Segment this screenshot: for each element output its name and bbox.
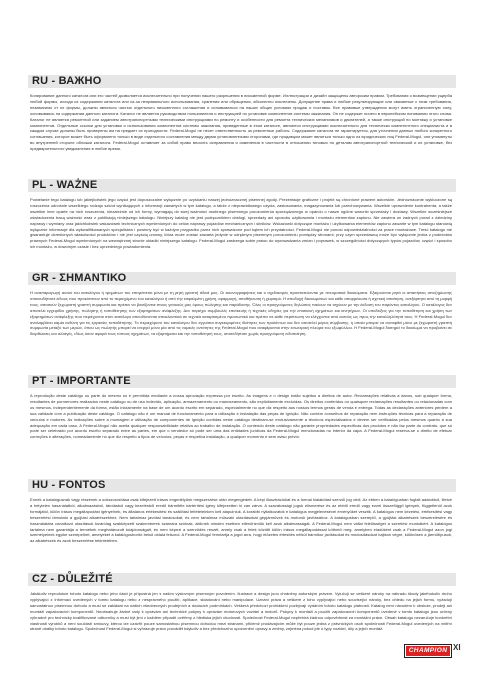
section-header-pt	[28, 375, 456, 388]
section-header-pl	[28, 179, 456, 192]
section-title-ru: RU - ВАЖНО	[32, 75, 102, 87]
section-title-pl: PL - WAŻNE	[32, 179, 98, 191]
page-number: XI	[453, 643, 461, 652]
section-title-cz: CZ - DŮLEŽITÉ	[32, 573, 113, 585]
section-body-ru: Копирование данного каталога или его частей дозволяется исключительно при получении нашего разрешения в письменной форме. Иллюстрации и дизайн защищены авторским правом. Требования о возмещении ущерба любой формы, исходя из содержания каталога или из-за неправильного использования, хранения или обращения, абсолютно исключены. Допущение права и любые результирующие или связанные с этим требования, независимо от их формы, должны являться частью отдельного письменного соглашения и основываться на наших общих условиях продаж и поставок. Все правовые утверждения могут иметь ограниченную силу, основываясь на содержании данного каталога. Каталог не является руководством пользователя и инструкцией по установке компонентов системы зажигания. Он не содержит ничего в европейском понимании этого слова. Каталог не является ремонтной или заданием автотранспортными техническими инструкциями по ремонту и особенности для ремонта технических механизмов и двигателей, а также инструкций по монтажу и установке компонентов. Отдельные ссылки для установки и использования компонентов системы зажигания, приведенные в этом каталоге, являются инструкциями исключительно для технически компетентного специалиста и в каждом случае должны быть проверены им на предмет их пригодности. Federal-Mogul не несет ответственность за ремонтные работы. Содержание каталога не гарантируется, для уточнения данных любого конкретного соглашения, которое может быть оформлено только в виде отдельного составления между двумя установленными сторонами, где продавцом может являться только одно из юридических лиц Federal-Mogul, они упомянуты во внутренней стороне обложки каталога. Federal-Mogul оставляет за собой право вносить исправления и изменения в частности в отношении типовых по деталям автотранспортной технической и их установке, без предварительного уведомления в любое время.	[30, 93, 452, 152]
logo-text: CHAMPION	[408, 647, 448, 654]
section-body-cz: Jakákoliv reprodukce tohoto katalogu nebo jeho částí je přípustná jen s naším výslovným písemným povolením. Ilustrace a design jsou chráněny autorským právem. Vylučují se veškeré nároky na náhradu škody jakéhokoliv druhu vyplývající z informací uvedených v tomto katalogu nebo z nesprávného použití, aplikace, skladování nebo manipulace. Uznání práva a veškeré z toho vyplývající nebo související nároky, bez ohledu na jejich formu, vyžadují samostatnou písemnou dohodu a musí se zakládat na našich všeobecných prodejních a dodacích podmínkách. Veškerá předchozí prohlášení pozbývají vydáním tohoto katalogu platnosti. Katalog není návodem k obsluze, prodeji ani montáži zapalovacích komponentů. Neobsahuje žádné rady k opravám ani technické pokyny k opravám motorových vozidel a motorů. Pokyny k montáži a použití zapalovacích komponentů uvedené v tomto katalogu jsou určeny výhradně pro technicky kvalifikované odborníky a musí být jimi v každém případě ověřeny z hlediska jejich vhodnosti. Společnost Federal-Mogul nepřebírá žádnou odpovědnost za montážní práce. Obsah katalogu nezaručuje konkrétní vlastnosti výrobků a není součástí smlouvy, kterou lze uzavřít pouze samostatnou písemnou dohodou mezi stranami, přičemž prodávajícím může být pouze jedna z právnických osob společnosti Federal-Mogul uvedených na vnitřní straně obálky tohoto katalogu. Společnost Federal-Mogul si vyhrazuje právo provádět kdykoliv a bez předchozího upozornění opravy a změny, zejména pokud jde o typy vozidel, díly a jejich montáž.	[30, 591, 452, 632]
section-title-gr: GR - ΣΗΜΑΝΤΙΚΟ	[32, 272, 127, 284]
section-body-hu: Ennek a katalógusnak vagy részének a sokszorosítása csak kifejezett írásos engedélyünk megszerzése után megengedett. A képi illusztrációkat és a formai kialakítást szerzői jog védi. Az ebben a katalógusban foglalt adatokból, illetve a helytelen használatból, alkalmazásból, tárolásból vagy kezelésből eredő bármiféle kártérítési igény kifejezetten ki van zárva. A szavatossági jogok elismerése és az ebből eredő vagy ezzel összefüggő igények, függetlenül azok formájától, külön írásos megállapodást igényelnek, és általános értékesítési és szállítási feltételeinken kell alapulniuk. A korábbi nyilatkozatok e katalógus megjelenésével érvényüket vesztik. A katalógus nem kezelési, értékesítési vagy beszerelési útmutató a gyújtási alkatrészekhez. Nem tartalmaz javítási tanácsokat, és nem tartalmaz műszaki utasításokat gépjárművek és motorok javításához. A katalógusban szereplő, a gyújtási alkatrészek beszerelésére és használatára vonatkozó utasítások kizárólag szakképzett szakemberek számára szólnak, akiknek minden esetben ellenőrizniük kell azok alkalmasságát. A Federal-Mogul nem vállal felelősséget a szerelési munkákért. A katalógus tartalma nem garantálja a termékek meghatározott tulajdonságait, és nem képezi a szerződés részét, amely csak a felek közötti külön írásos megállapodással köthető meg, amelyben eladóként csak a Federal-Mogul azon jogi személyeinek egyike szerepelhet, amelyeket a katalógusborító belső oldala felsorol. A Federal-Mogul fenntartja a jogot arra, hogy előzetes értesítés nélkül bármikor javításokat és módosításokat hajtson végre, különösen a járműtípusok, az alkatrészek és azok beszerelése tekintetében.	[30, 497, 452, 544]
section-body-pl: Powielanie tego katalogu lub jakiejkolwiek jego części jest dopuszczalne wyłącznie po uzyskaniu naszej jednoznacznej pisemnej zgody. Prezentacje graficzne i projekt są chronione prawem autorskim. Jednoznacznie wykluczone są roszczenia odnośnie wszelkiego rodzaju szkód wynikających z informacji zawartych w tym katalogu, a także z nieprawidłowego użycia, zastosowania, magazynowania lub przechowywania. Wszelkie uprawnienie kontrahenta, a także wszelkie inne oparte na nich roszczenia, niezależnie od ich formy, wymagają do swej ważności osobnego pisemnego porozumienia sporządzonego w oparciu o nasze ogólne warunki sprzedaży i dostawy. Wszelkie wcześniejsze oświadczenia tracą ważność wraz z publikacją niniejszego katalogu. Niniejszy katalog nie jest podręcznikiem obsługi, sprzedaży ani sposobu użytkowania i montażu elementów zapłonu. Nie zawiera on żadnych porad z dziedziny naprawy i wymiany oraz jakichkolwiek wskazówek technicznych wymienionych do celów naprawy pojazdów mechanicznych i silników. Wskazówki dotyczące montażu i użytkowania elementów zapłonu zawarte w tym katalogu stanowią wyłącznie informacje dla wykwalifikowanych specjalistów i powinny być w każdym przypadku przez nich sprawdzone pod kątem ich przydatności. Federal-Mogul nie ponosi odpowiedzialności za prace montażowe. Treść katalogu nie gwarantuje określonych właściwości produktów i nie jest częścią umowy, która może zostać zawarta jedynie w odrębnym pisemnym porozumieniu pomiędzy stronami, przy czym sprzedawcą może być wyłącznie jedna z podmiotów prawnych Federal-Mogul wymienionych na wewnętrznej stronie okładki niniejszego katalogu. Federal-Mogul zastrzega sobie prawo do wprowadzania zmian i poprawek, w szczególności dotyczących typów pojazdów, części i sposobu ich montażu, w dowolnym czasie i bez uprzedniego powiadomienia.	[30, 197, 452, 250]
section-body-gr: Η αναπαραγωγή αυτού του καταλόγου ή τμημάτων του επιτρέπεται μόνο με τη ρητή γραπτή άδειά μας. Οι εικονογραφήσεις και ο σχεδιασμός προστατεύονται με πνευματικά δικαιώματα. Εξαιρούνται ρητά οι απαιτήσεις αποζημίωσης οποιουδήποτε είδους που προκύπτουν από το περιεχόμενο του καταλόγου ή από την εσφαλμένη χρήση, εφαρμογή, αποθήκευση ή χειρισμό. Η αποδοχή δικαιωμάτων και κάθε απορρέουσα ή σχετική απαίτηση, ανεξάρτητα από τη μορφή τους, απαιτούν ξεχωριστή γραπτή συμφωνία και πρέπει να βασίζονται στους γενικούς μας όρους πώλησης και παράδοσης. Όλες οι προηγούμενες δηλώσεις παύουν να ισχύουν με την έκδοση του παρόντος καταλόγου. Ο κατάλογος δεν αποτελεί εγχειρίδιο χρήσης, πώλησης ή τοποθέτησης των εξαρτημάτων ανάφλεξης. Δεν περιέχει συμβουλές επισκευής ή τεχνικές οδηγίες για την επισκευή οχημάτων και κινητήρων. Οι υποδείξεις για την τοποθέτηση και χρήση των εξαρτημάτων ανάφλεξης που περιέχονται στον κατάλογο απευθύνονται αποκλειστικά σε τεχνικά καταρτισμένο προσωπικό και πρέπει σε κάθε περίπτωση να ελέγχονται από αυτούς ως προς την καταλληλότητά τους. Η Federal-Mogul δεν αναλαμβάνει καμία ευθύνη για τις εργασίες τοποθέτησης. Το περιεχόμενο του καταλόγου δεν εγγυάται συγκεκριμένες ιδιότητες των προϊόντων και δεν αποτελεί μέρος σύμβασης, η οποία μπορεί να συναφθεί μόνο με ξεχωριστή γραπτή συμφωνία μεταξύ των μερών, όπου ως πωλητής μπορεί να ενεργεί μόνο μία από τις νομικές οντότητες της Federal-Mogul που αναφέρονται στην εσωτερική πλευρά του εξωφύλλου. Η Federal-Mogul διατηρεί το δικαίωμα να προβαίνει σε διορθώσεις και αλλαγές, ιδίως όσον αφορά τους τύπους οχημάτων, τα εξαρτήματα και την τοποθέτησή τους, οποτεδήποτε χωρίς προηγούμενη ειδοποίηση.	[30, 290, 452, 337]
champion-logo	[404, 644, 452, 658]
section-title-hu: HU - FONTOS	[32, 479, 106, 491]
section-title-pt: PT - IMPORTANTE	[32, 375, 131, 387]
section-header-ru	[28, 75, 456, 88]
logo-red-panel	[406, 646, 450, 656]
section-header-hu	[28, 479, 456, 492]
section-header-cz	[28, 573, 456, 586]
section-header-gr	[28, 272, 456, 285]
section-body-pt: A reprodução deste catálogo ou parte do mesmo só é permitida mediante a nossa aprovação expressa por escrito. As imagens e o design estão sujeitos a direitos de autor. Reclamações relativas a danos, sob qualquer forma, resultantes de pormenores realizados neste catálogo ou de uso indevido, aplicação, armazenamento ou manuseamento, são explicitamente excluídas. Os direitos conferidos ou quaisquer reclamações resultantes ou relacionadas com os mesmos, independentemente da forma, estão inicialmente na base de um acordo escrito em separado, especialmente no que diz respeito aos nossos termos gerais de venda e entrega. Todas as declarações anteriores perdem a sua validade com a publicação deste catálogo. O catálogo não é um manual de funcionamento para a utilização e instalação das peças de ignição. Não contém conselhos de reparação nem instruções técnicas para a reparação de veículos e motores. As indicações sobre a montagem e utilização de componentes de ignição contidas neste catálogo destinam-se exclusivamente a técnicos especializados e devem ser verificadas pelos mesmos quanto à sua adequação em cada caso. A Federal-Mogul não aceita qualquer responsabilidade relativa ao trabalho de instalação. O conteúdo deste catálogo não garante propriedades específicas dos produtos e não faz parte do contrato, que só pode ser celebrado por acordo escrito separado entre as partes, em que o vendedor só pode ser uma das entidades jurídicas da Federal-Mogul mencionadas no interior da capa. A Federal-Mogul reserva-se o direito de efetuar correções e alterações, nomeadamente no que diz respeito a tipos de veículos, peças e respetiva instalação, a qualquer momento e sem aviso prévio.	[30, 393, 452, 440]
